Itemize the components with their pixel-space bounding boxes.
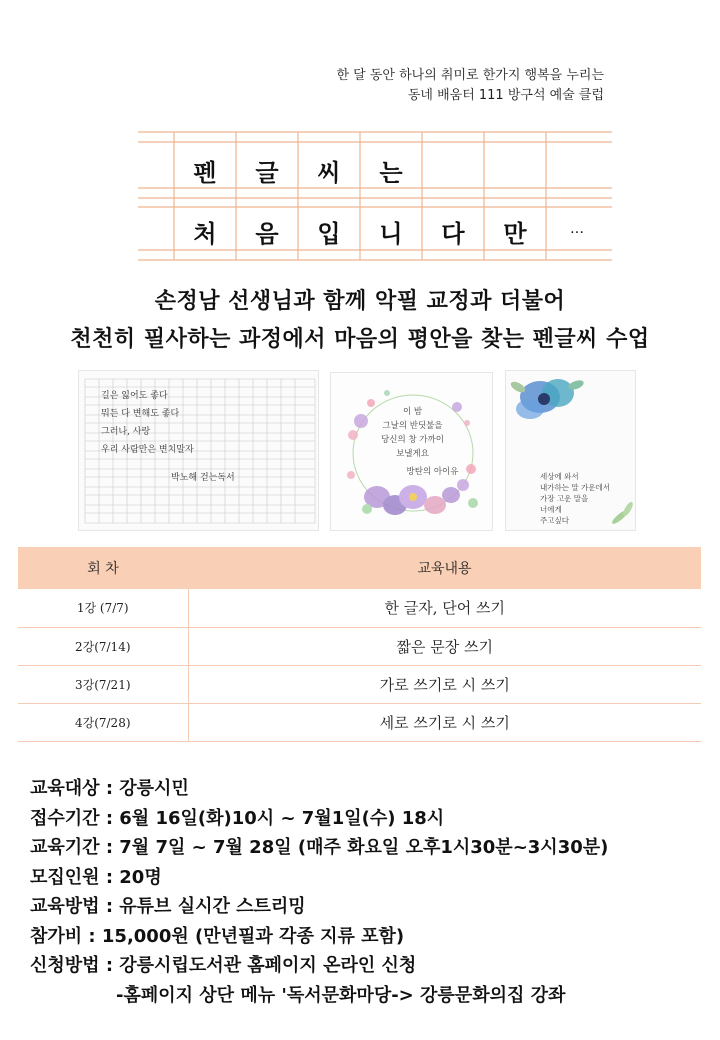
subheading-line-1: 손정남 선생님과 함께 악필 교정과 더불어: [154, 288, 566, 314]
card-text-line-1: 세상에 와서: [540, 472, 579, 481]
tagline-line-2: 동네 배움터 111 방구석 예술 클럽: [407, 88, 604, 103]
info-method: 교육방법 : 유튜브 실시간 스트리밍: [30, 896, 306, 917]
sample-image-wreath: [330, 372, 493, 531]
manuscript-text-line-2: 뭐든 다 변해도 좋다: [101, 409, 180, 419]
grid-char-r2-3: 입: [317, 219, 341, 248]
grid-char-r2-4: 니: [379, 219, 403, 248]
title-grid: [138, 131, 612, 261]
manuscript-text-line-1: 길은 잃어도 좋다: [101, 391, 168, 401]
grid-char-r2-6: 만: [503, 219, 527, 248]
grid-char-r1-2: 글: [255, 158, 279, 187]
grid-char-ellipsis: …: [570, 221, 584, 237]
schedule-round-cell: 2강(7/14): [18, 627, 188, 665]
schedule-content-cell: 한 글자, 단어 쓰기: [188, 589, 701, 627]
table-row: [18, 665, 701, 703]
tagline: [336, 66, 604, 106]
wreath-text-line-3: 당신의 창 가까이: [381, 435, 444, 445]
schedule-content-cell: 세로 쓰기로 시 쓰기: [188, 703, 701, 741]
info-apply-method: 신청방법 : 강릉시립도서관 홈페이지 온라인 신청: [30, 955, 417, 976]
manuscript-text-line-3: 그러나, 사랑: [101, 427, 151, 437]
grid-char-r2-1: 처: [193, 219, 217, 248]
info-fee: 참가비 : 15,000원 (만년필과 각종 지류 포함): [30, 925, 405, 947]
subheading-line-2: 천천히 필사하는 과정에서 마음의 평안을 찾는 펜글씨 수업: [70, 326, 650, 352]
card-text-line-5: 주고싶다: [540, 516, 569, 525]
info-education-period: 교육기간 : 7월 7일 ~ 7월 28일 (매주 화요일 오후1시30분~3시30분): [30, 837, 609, 858]
schedule-content-cell: 짧은 문장 쓰기: [188, 627, 701, 665]
schedule-round-cell: 1강 (7/7): [18, 589, 188, 627]
table-row: [18, 703, 701, 741]
course-info: [30, 774, 608, 1010]
schedule-header-round: 회 차: [18, 547, 188, 589]
schedule-round-cell: 3강(7/21): [18, 665, 188, 703]
wreath-text-line-1: 이 밤: [402, 407, 423, 417]
info-apply-path: -홈페이지 상단 메뉴 '독서문화마당-> 강릉문화의집 강좌: [116, 984, 566, 1006]
schedule-header-content: 교육내용: [188, 547, 701, 589]
info-application-period: 접수기간 : 6월 16일(화)10시 ~ 7월1일(수) 18시: [30, 807, 445, 829]
wreath-text-line-5: 방탄의 아이유: [406, 467, 459, 477]
wreath-text-line-2: 그날의 반딧불을: [382, 421, 443, 431]
grid-char-r1-3: 씨: [317, 158, 341, 187]
table-row: [18, 627, 701, 665]
card-text-line-2: 내가하는 말 가운데서: [540, 483, 610, 492]
manuscript-text-line-5: 박노해 걷는독서: [171, 473, 235, 483]
sample-image-flower-card: [505, 370, 636, 531]
info-capacity: 모집인원 : 20명: [30, 866, 162, 888]
table-row: [18, 589, 701, 627]
tagline-line-1: 한 달 동안 하나의 취미로 한가지 행복을 누리는: [336, 68, 604, 83]
wreath-text-line-4: 보낼게요: [396, 449, 429, 459]
grid-char-r2-2: 음: [255, 219, 279, 248]
schedule-content-cell: 가로 쓰기로 시 쓰기: [188, 665, 701, 703]
manuscript-text-line-4: 우리 사람만은 변치말자: [101, 445, 194, 455]
schedule-round-cell: 4강(7/28): [18, 703, 188, 741]
card-text-line-4: 너에게: [540, 505, 562, 514]
grid-char-r1-4: 는: [379, 158, 403, 187]
sample-image-manuscript: [78, 370, 319, 531]
schedule-header-row: [18, 547, 701, 589]
grid-char-r1-1: 펜: [193, 158, 217, 187]
blue-flower-illustration: [506, 371, 636, 531]
schedule-table: [18, 547, 701, 742]
info-target: 교육대상 : 강릉시민: [30, 778, 189, 799]
card-text-line-3: 가장 고운 말을: [540, 494, 589, 503]
grid-char-r2-5: 다: [441, 219, 465, 248]
